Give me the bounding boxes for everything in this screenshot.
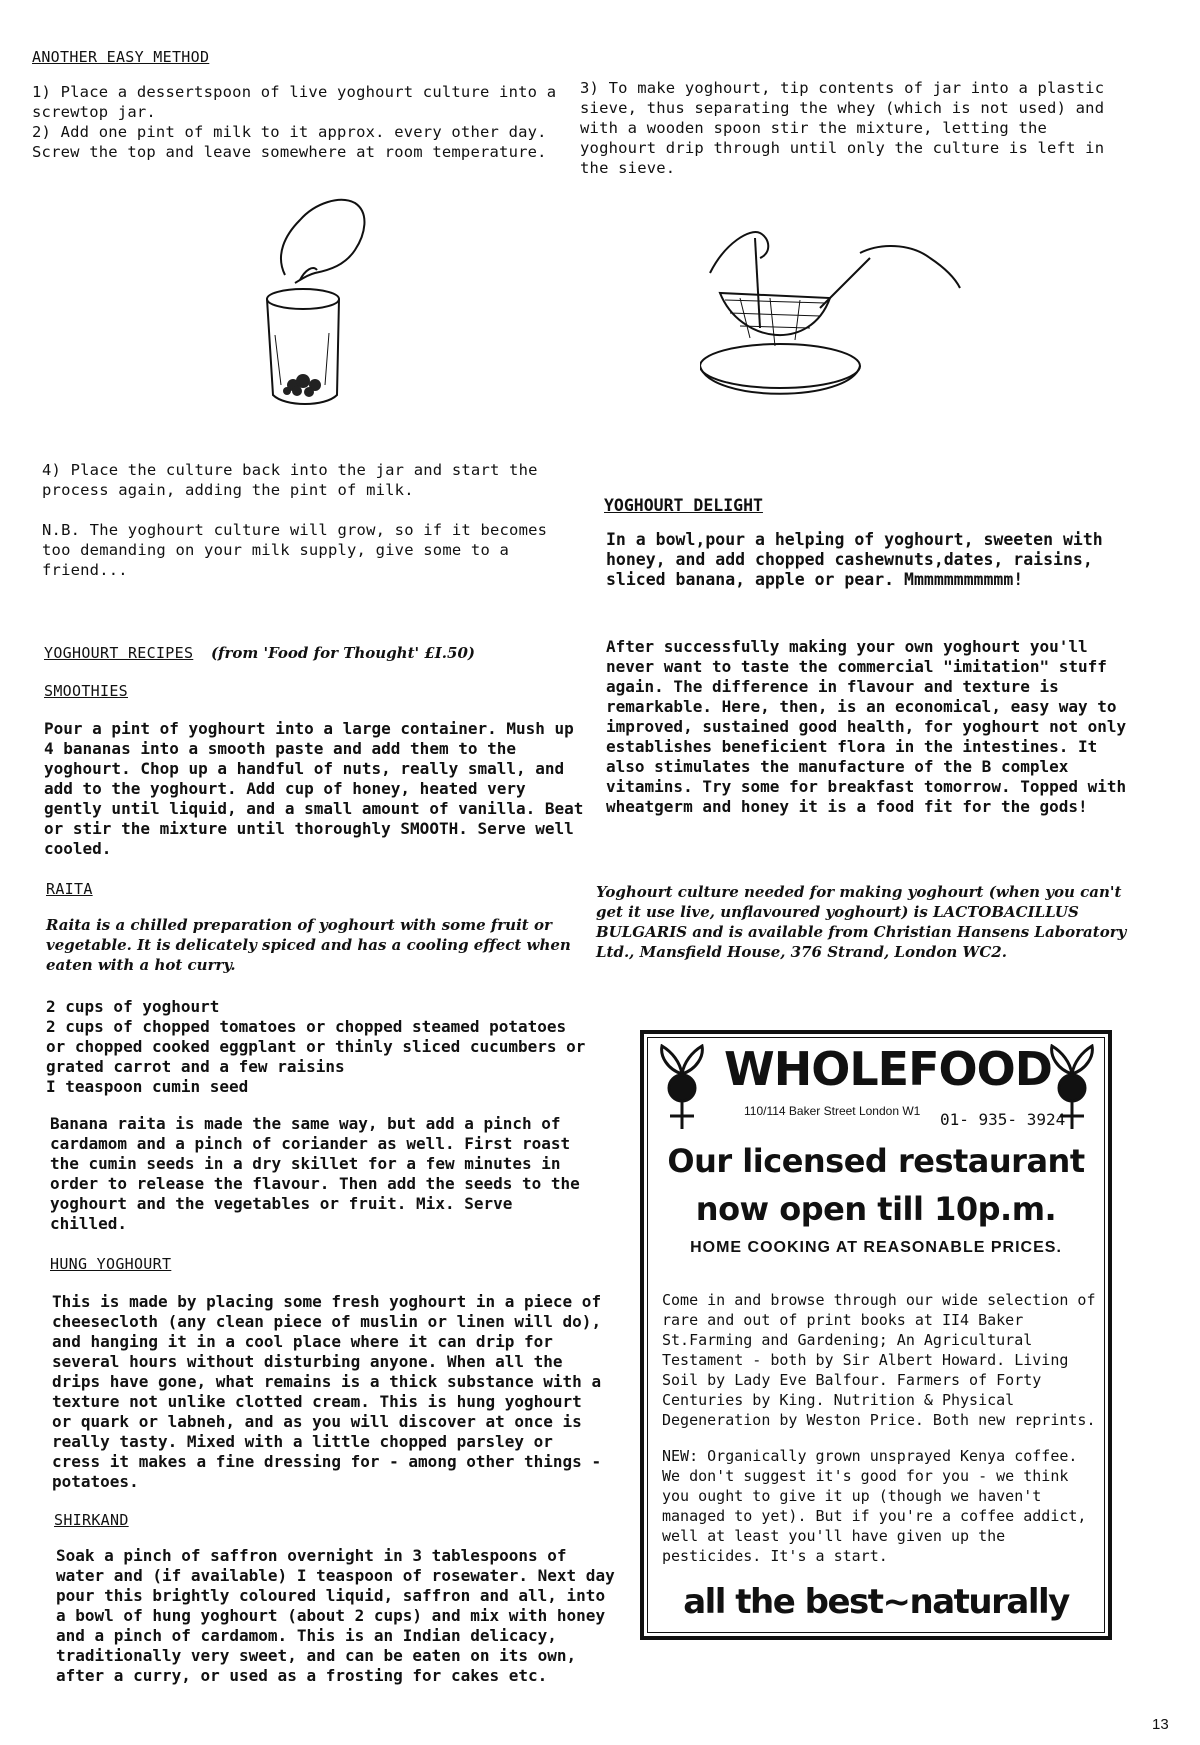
banana-raita: Banana raita is made the same way, but add a pinch of cardamom and a pinch of coriander as well. First roast the cumin seeds in a dry skillet for a few minutes in order to release the flavour. Then add the seeds to the yoghourt and the vegetables or fruit. Mix. Serve chilled. (50, 1114, 580, 1233)
raita-ingredients (46, 997, 586, 1097)
hung-heading: HUNG YOGHOURT (50, 1255, 172, 1273)
jar-illustration (245, 195, 385, 410)
right-hand (860, 246, 960, 288)
step-2: 2) Add one pint of milk to it approx. every other day. Screw the top and leave somewhere at room temperature. (32, 123, 547, 161)
yoghourt-delight-heading: YOGHOURT DELIGHT (604, 496, 763, 515)
smoothies-heading: SMOOTHIES (44, 682, 128, 700)
recipes-heading: YOGHOURT RECIPES (44, 644, 194, 662)
hung-body: This is made by placing some fresh yoghourt in a piece of cheesecloth (any clean piece of muslin or linen will do), and hanging it in a cool place where it can drip for several hours without disturbing anyone. When all the drips have gone, what remains is a thick substance with a texture not unlike clotted cream. This is hung yoghourt or quark or labneh, and as you will discover at once is really tasty. Mixed with a little chopped parsley or cress it makes a fine dressing for - among other things - potatoes. (52, 1292, 602, 1491)
left-hand (710, 232, 768, 273)
wholefood-phone: 01- 935- 3924 (940, 1110, 1066, 1129)
step-3: 3) To make yoghourt, tip contents of jar into a plastic sieve, thus separating the whey (which is not used) and with a wooden spoon stir the mixture, letting the yoghourt drip through until only the culture is left in the sieve. (580, 79, 1105, 177)
ad-books-paragraph: Come in and browse through our wide selection of rare and out of print books at II4 Baker St.Farming and Gardening; An Agricultural Testament - both by Sir Albert Howard. Living Soil by Lady Eve Balfour. Farmers of Forty Centuries by King. Nutrition & Physical Degeneration by Weston Price. Both new reprints. (662, 1291, 1096, 1429)
ingredient-1: 2 cups of yoghourt (46, 997, 220, 1016)
ad-headline-1: Our licensed restaurant (667, 1142, 1085, 1180)
ad-slogan: all the best~naturally (683, 1582, 1069, 1622)
ad-subheading: HOME COOKING AT REASONABLE PRICES. (690, 1239, 1062, 1256)
spoon (755, 238, 760, 328)
raita-heading: RAITA (46, 880, 93, 898)
ad-headline-2: now open till 10p.m. (695, 1190, 1057, 1228)
ingredient-3: I teaspoon cumin seed (46, 1077, 249, 1096)
jar-rim (267, 289, 339, 309)
wholefood-advert (640, 1030, 1112, 1640)
nb-note: N.B. The yoghourt culture will grow, so if it becomes too demanding on your milk supply, give some to a friend... (42, 521, 548, 579)
sieve-handle (820, 258, 870, 308)
wheat-symbol-icon (652, 1044, 712, 1134)
page-number: 13 (1152, 1716, 1169, 1733)
yoghourt-delight-body: In a bowl,pour a helping of yoghourt, sweeten with honey, and add chopped cashewnuts,dates, raisins, sliced banana, apple or pear. Mmmmmmmmmmm! (606, 530, 1103, 589)
wholefood-address: 110/114 Baker Street London W1 (744, 1104, 921, 1118)
sieve-illustration (700, 218, 965, 413)
jar-body (267, 299, 339, 404)
ingredient-2: 2 cups of chopped tomatoes or chopped steamed potatoes or chopped cooked eggplant or thinly sliced cucumbers or grated carrot and a few raisins (46, 1017, 586, 1076)
shirkand-body: Soak a pinch of saffron overnight in 3 tablespoons of water and (if available) I teaspoon of rosewater. Next day pour this brightly coloured liquid, saffron and all, into a bowl of hung yoghourt (about 2 cups) and mix with honey and a pinch of cardamom. This is an Indian delicacy, traditionally very sweet, and can be eaten on its own, after a curry, or used as a frosting for cakes etc. (56, 1546, 615, 1685)
mixing-bowl (700, 344, 860, 388)
ad-coffee-paragraph: NEW: Organically grown unsprayed Kenya coffee. We don't suggest it's good for you - we think you ought to give it up (though we haven't managed to yet). But if you're a coffee addict, well at least you'll have given up the pesticides. It's a start. (662, 1447, 1087, 1565)
after-making-text: After successfully making your own yoghourt you'll never want to taste the commercial "imitation" stuff again. The difference in flavour and texture is remarkable. Here, then, is an economical, easy way to improved, sustained good health, for yoghourt not only establishes beneficient flora in the intestines. It also stimulates the manufacture of the B complex vitamins. Try some for breakfast tomorrow. Topped with wheatgerm and honey it is a food fit for the gods! (606, 637, 1127, 816)
step-1: 1) Place a dessertspoon of live yoghourt culture into a screwtop jar. (32, 83, 557, 121)
smoothies-body: Pour a pint of yoghourt into a large container. Mush up 4 bananas into a smooth paste and add them to the yoghourt. Chop up a handful of nuts, really small, and add to the yoghourt. Add cup of honey, heated very gently until liquid, and a small amount of vanilla. Beat or stir the mixture until thoroughly SMOOTH. Serve well cooled. (44, 719, 584, 858)
culture-note: Yoghourt culture needed for making yoghourt (when you can't get it use live, unflavoured yoghourt) is LACTOBACILLUS BULGARIS and is available from Christian Hansens Laboratory Ltd., Mansfield House, 376 Strand, London WC2. (596, 883, 1127, 961)
culture-clump (283, 374, 321, 397)
step-1-text (32, 82, 562, 162)
wholefood-title: WHOLEFOOD (724, 1042, 1052, 1096)
shirkand-heading: SHIRKAND (54, 1511, 129, 1529)
recipes-heading-row (44, 643, 475, 663)
step-4: 4) Place the culture back into the jar and start the process again, adding the pint of milk. (42, 461, 538, 499)
recipes-source: (from 'Food for Thought' £I.50) (210, 644, 475, 662)
another-easy-method-heading: ANOTHER EASY METHOD (32, 48, 210, 66)
hand-outline (281, 200, 364, 283)
raita-intro: Raita is a chilled preparation of yoghourt with some fruit or vegetable. It is delicately spiced and has a cooling effect when eaten with a hot curry. (46, 916, 571, 974)
